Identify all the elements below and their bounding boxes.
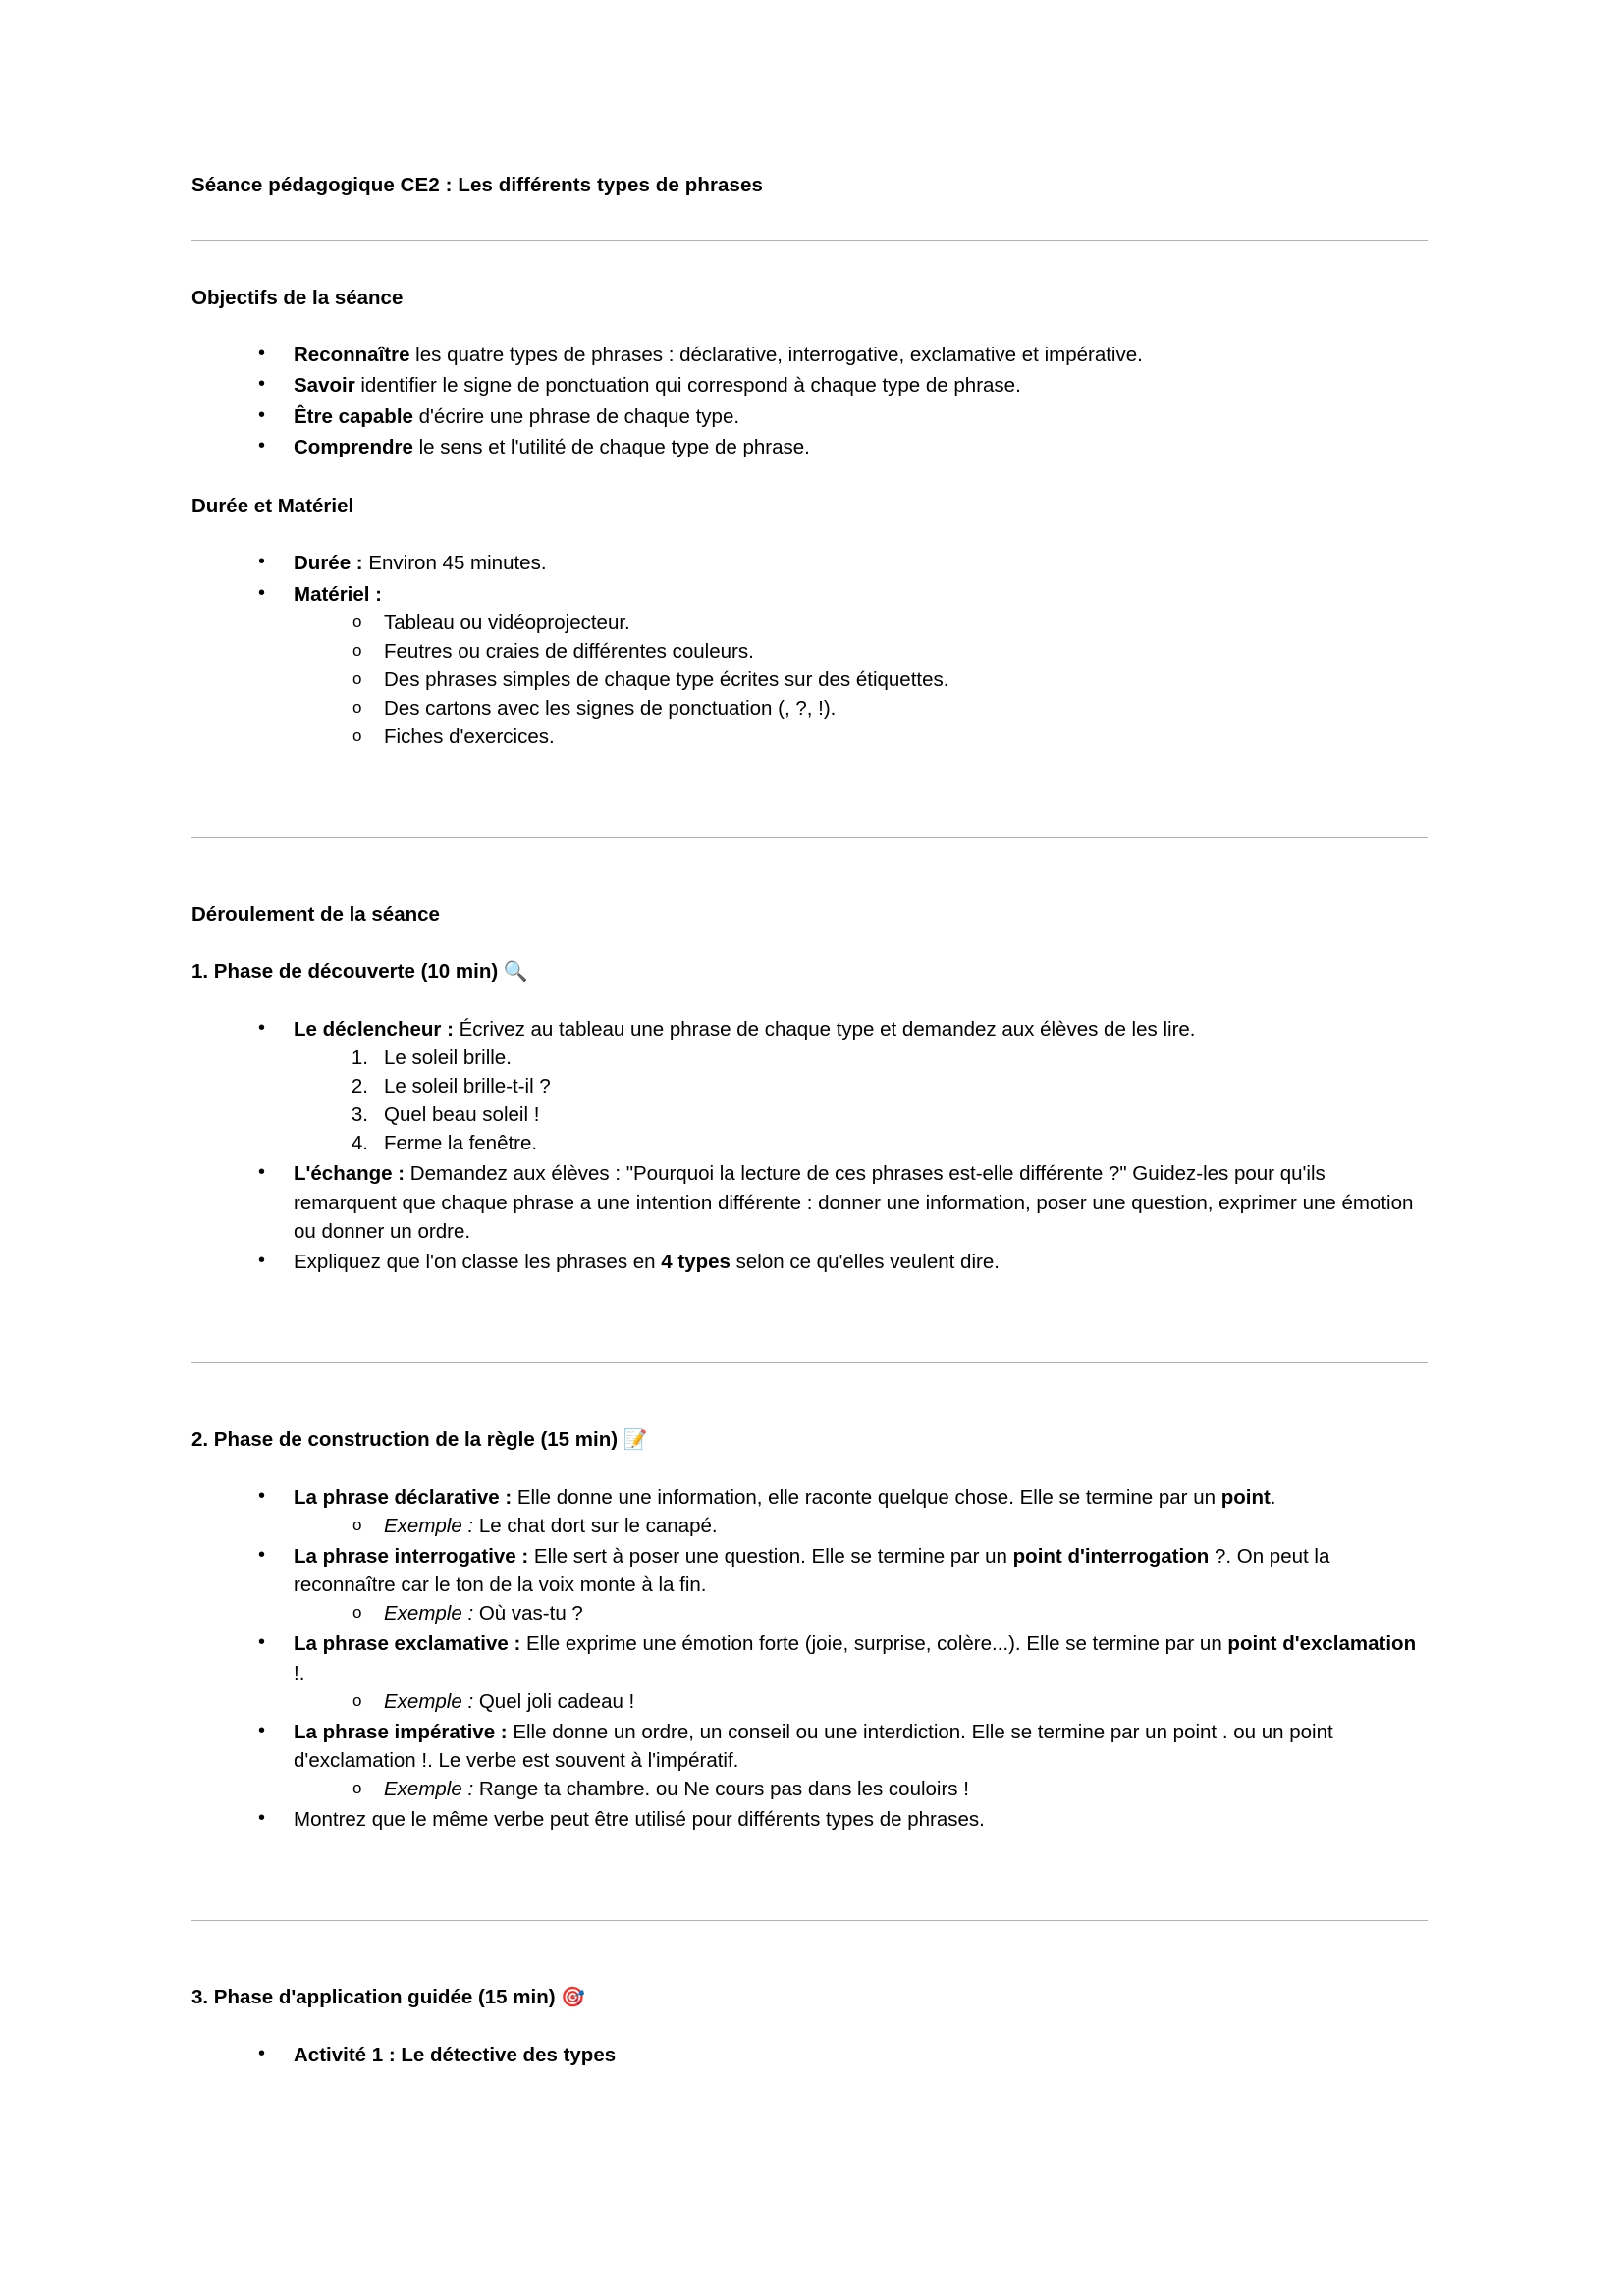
phase2-list: [191, 1483, 1428, 1834]
list-item: • Montrez que le même verbe peut être utilisé pour différents types de phrases.: [191, 1805, 1428, 1834]
rule-example-list: [294, 1775, 1428, 1803]
rule-text-post: .: [1270, 1485, 1276, 1509]
rule-text-strong: point: [1220, 1485, 1271, 1509]
material-sublist: [294, 609, 1428, 752]
list-item: [294, 1775, 1428, 1803]
rule-text-post: ?. On peut la reconnaître car le ton de la voix monte à la fin.: [294, 1545, 1330, 1597]
list-item: o Fiches d'exercices.: [294, 722, 1428, 751]
example-label: Exemple :: [384, 1689, 474, 1713]
example-text: Où vas-tu ?: [473, 1602, 583, 1626]
trigger-lead: Le déclencheur :: [294, 1017, 454, 1041]
memo-pencil-icon: 📝: [623, 1428, 648, 1451]
example-label: Exemple :: [384, 1602, 474, 1626]
example-text: Le chat dort sur le canapé.: [473, 1514, 718, 1537]
list-item: [191, 1629, 1428, 1715]
objective-text: d'écrire une phrase de chaque type.: [412, 404, 740, 428]
explain-strong: 4 types: [661, 1250, 731, 1273]
rule-text-pre: Elle donne une information, elle raconte quelque chose. Elle se termine par un: [512, 1485, 1221, 1509]
phase1-examples: [294, 1043, 1428, 1157]
list-item: [191, 371, 1428, 400]
list-item: [191, 2041, 1428, 2069]
rule-lead: La phrase interrogative :: [294, 1545, 529, 1569]
duration-lead: Durée :: [294, 552, 363, 575]
example-text: Quel joli cadeau !: [473, 1689, 635, 1713]
rule-text-post: !.: [294, 1661, 305, 1684]
list-item: Le soleil brille.: [384, 1046, 512, 1069]
rule-text-pre: Elle sert à poser une question. Elle se termine par un: [528, 1545, 1013, 1569]
example-text: Range ta chambre. ou Ne cours pas dans les couloirs !: [473, 1777, 969, 1800]
rule-lead: La phrase déclarative :: [294, 1485, 513, 1509]
list-item: [191, 1718, 1428, 1803]
list-item: [191, 1248, 1428, 1276]
rule-text-pre: Elle donne un ordre, un conseil ou une interdiction. Elle se termine par un point . ou un point d'exclamation !. Le verbe est souvent à l'impératif.: [294, 1720, 1333, 1772]
rule-text-strong: point d'exclamation: [1227, 1632, 1417, 1656]
list-item: [191, 1015, 1428, 1158]
phase3-heading-text: 3. Phase d'application guidée (15 min): [191, 1986, 556, 2009]
phase2-heading-text: 2. Phase de construction de la règle (15 min): [191, 1427, 619, 1451]
duration-text: Environ 45 minutes.: [362, 552, 547, 575]
example-label: Exemple :: [384, 1514, 474, 1537]
objective-lead: Comprendre: [294, 435, 413, 458]
list-item: o Des phrases simples de chaque type écrites sur des étiquettes.: [294, 666, 1428, 694]
rule-lead: La phrase exclamative :: [294, 1632, 521, 1656]
list-item: [191, 580, 1428, 752]
magnifying-glass-icon: 🔍: [503, 960, 528, 983]
objective-lead: Reconnaître: [294, 344, 410, 367]
rule-example-list: [294, 1512, 1428, 1540]
objective-text: les quatre types de phrases : déclarative, interrogative, exclamative et impérative.: [409, 344, 1143, 367]
rule-example-list: [294, 1687, 1428, 1716]
list-item: [191, 433, 1428, 461]
duration-heading: Durée et Matériel: [191, 494, 354, 517]
list-item: [191, 1542, 1428, 1628]
explain-post: selon ce qu'elles veulent dire.: [730, 1250, 1000, 1273]
dart-arrow-icon: 🎯: [561, 1987, 586, 2009]
activity-label: Activité 1 : Le détective des types: [294, 2044, 617, 2067]
objective-lead: Être capable: [294, 404, 413, 428]
explain-pre: Expliquez que l'on classe les phrases en: [294, 1250, 662, 1273]
objectives-heading: Objectifs de la séance: [191, 286, 404, 309]
phase3-list: [191, 2041, 1428, 2069]
deroulement-heading: Déroulement de la séance: [191, 903, 440, 927]
phase2-heading: [191, 1426, 1428, 1454]
exchange-lead: L'échange :: [294, 1162, 406, 1186]
list-item: Le soleil brille-t-il ?: [384, 1075, 551, 1098]
list-item: [294, 1512, 1428, 1540]
objectives-list: [191, 341, 1428, 460]
duration-material-list: [191, 549, 1428, 751]
trigger-text: Écrivez au tableau une phrase de chaque type et demandez aux élèves de les lire.: [453, 1017, 1196, 1041]
phase1-heading: [191, 958, 1428, 986]
objective-text: identifier le signe de ponctuation qui correspond à chaque type de phrase.: [354, 374, 1021, 398]
phase1-heading-text: 1. Phase de découverte (10 min): [191, 959, 499, 983]
rule-lead: La phrase impérative :: [294, 1720, 508, 1743]
example-label: Exemple :: [384, 1777, 474, 1800]
exchange-text: Demandez aux élèves : "Pourquoi la lecture de ces phrases est-elle différente ?" Guidez-les pour qu'ils remarquent que chaque phrase a une intention différente : donner une information, poser une question, exprimer une émotion ou donner un ordre.: [294, 1162, 1414, 1243]
objective-text: le sens et l'utilité de chaque type de phrase.: [412, 435, 810, 458]
list-item: [294, 1687, 1428, 1716]
list-item: o Feutres ou craies de différentes couleurs.: [294, 637, 1428, 666]
rule-example-list: [294, 1599, 1428, 1628]
rule-text-pre: Elle exprime une émotion forte (joie, surprise, colère...). Elle se termine par un: [520, 1632, 1228, 1656]
objective-lead: Savoir: [294, 374, 355, 398]
list-item: o Tableau ou vidéoprojecteur.: [294, 609, 1428, 637]
list-item: [191, 1483, 1428, 1540]
list-item: [191, 341, 1428, 369]
list-item: [294, 1599, 1428, 1628]
page-title: Séance pédagogique CE2 : Les différents types de phrases: [191, 174, 764, 196]
phase3-heading: [191, 1984, 1428, 2011]
list-item: [191, 549, 1428, 577]
rule-text-strong: point d'interrogation: [1012, 1545, 1210, 1569]
phase1-list: [191, 1015, 1428, 1276]
list-item: [191, 1159, 1428, 1245]
list-item: o Des cartons avec les signes de ponctuation (, ?, !).: [294, 694, 1428, 722]
list-item: Ferme la fenêtre.: [384, 1132, 538, 1155]
list-item: [191, 402, 1428, 431]
list-item: Quel beau soleil !: [384, 1103, 540, 1127]
material-lead: Matériel :: [294, 582, 382, 606]
